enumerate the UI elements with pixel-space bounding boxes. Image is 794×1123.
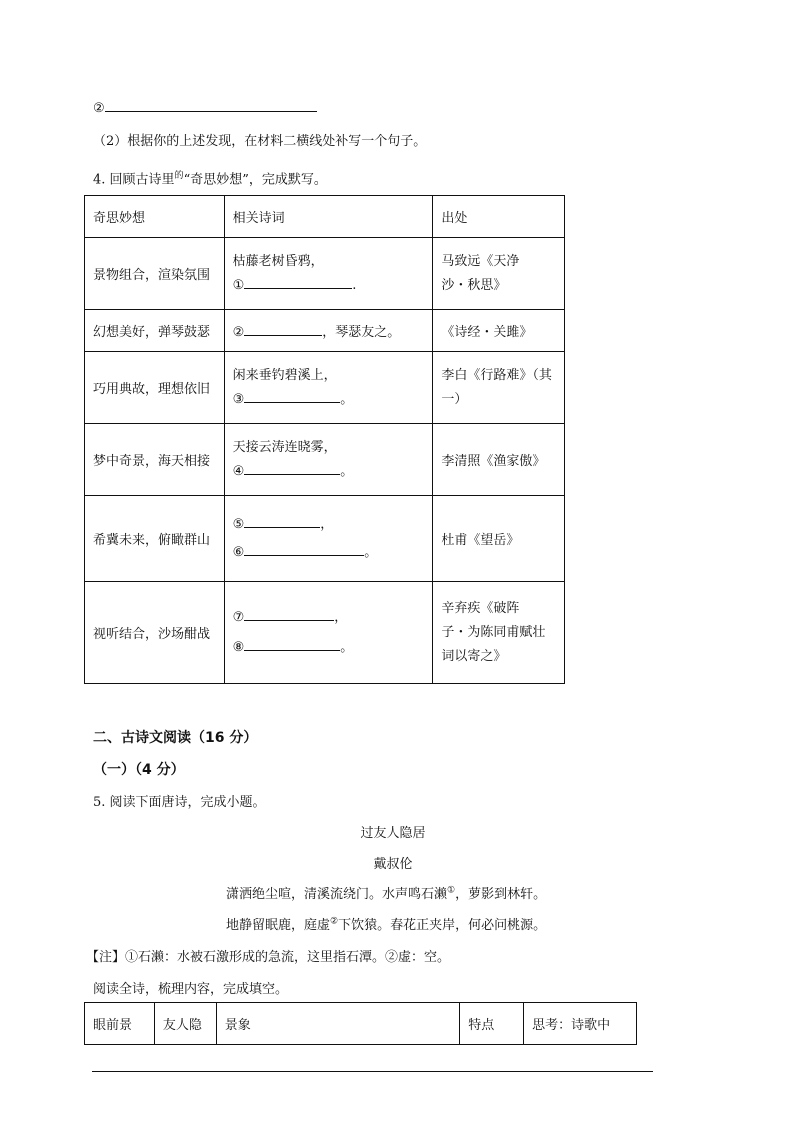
poem-text: 下饮猿。春花正夹岸，何必问桃源。 bbox=[338, 918, 547, 933]
table-row bbox=[85, 238, 565, 310]
blank-marker: ③ bbox=[232, 391, 245, 407]
poem-line bbox=[233, 539, 425, 567]
poem-end: ， bbox=[320, 516, 334, 532]
poem-cell bbox=[224, 582, 433, 684]
answer-blank-8[interactable] bbox=[244, 638, 340, 651]
blank-marker: ⑧ bbox=[232, 639, 245, 655]
poem-line bbox=[233, 274, 425, 298]
poem-end: 。 bbox=[340, 391, 354, 407]
question-5-prompt: 5. 阅读下面唐诗，完成小题。 bbox=[93, 795, 266, 810]
poem-cell bbox=[224, 496, 433, 582]
answer-blank-3[interactable] bbox=[244, 390, 340, 403]
poem-line bbox=[233, 603, 425, 633]
source-line: 一） bbox=[441, 391, 468, 407]
question-sub2: （2）根据你的上述发现，在材料二横线处补写一个句子。 bbox=[93, 134, 427, 149]
q4-sup: 的 bbox=[174, 171, 184, 181]
footnote-marker: ② bbox=[330, 916, 339, 927]
source-cell bbox=[433, 238, 565, 310]
source-line: 马致远《天净 bbox=[441, 253, 520, 269]
source-line: 辛弃疾《破阵 bbox=[441, 600, 520, 616]
poem-end: ，琴瑟友之。 bbox=[322, 325, 401, 340]
header-cell: 景象 bbox=[216, 1003, 459, 1045]
header-cell: 思考：诗歌中 bbox=[524, 1003, 637, 1045]
poem-line: 枯藤老树昏鸦， bbox=[232, 253, 324, 269]
answer-blank-1[interactable] bbox=[244, 276, 352, 289]
source-cell: 《诗经・关雎》 bbox=[433, 310, 565, 352]
footnote-marker: ① bbox=[447, 885, 456, 896]
answer-blank-2[interactable] bbox=[244, 323, 322, 336]
blank-marker: ⑦ bbox=[232, 609, 245, 625]
header-cell: 出处 bbox=[433, 196, 565, 238]
header-cell: 特点 bbox=[460, 1003, 524, 1045]
poem-note: 【注】①石濑：水被石激形成的急流，这里指石潭。②虚：空。 bbox=[86, 950, 451, 965]
poem-title: 过友人隐居 bbox=[360, 826, 426, 841]
section-title: 二、古诗文阅读（16 分） bbox=[93, 730, 258, 746]
poem-cell bbox=[224, 238, 433, 310]
answer-blank-7[interactable] bbox=[244, 608, 334, 621]
section-subtitle: （一）（4 分） bbox=[93, 762, 185, 778]
table-row bbox=[85, 310, 565, 352]
poem-line: 闲来垂钓碧溪上， bbox=[232, 367, 337, 383]
task-instruction: 阅读全诗，梳理内容，完成填空。 bbox=[93, 982, 289, 997]
q4-prefix: 4. 回顾古诗里 bbox=[93, 172, 175, 188]
header-cell: 相关诗词 bbox=[224, 196, 433, 238]
source-cell: 李清照《渔家傲》 bbox=[433, 424, 565, 496]
poem-end: 。 bbox=[340, 639, 354, 655]
blank-marker: ⑥ bbox=[232, 544, 245, 560]
theme-cell: 巧用典故，理想依旧 bbox=[85, 352, 225, 424]
source-cell: 杜甫《望岳》 bbox=[433, 496, 565, 582]
answer-line-2 bbox=[93, 99, 317, 116]
q4-suffix: “奇思妙想”，完成默写。 bbox=[183, 172, 327, 188]
poem-text: 潇洒绝尘喧，清溪流绕门。水声鸣石濑 bbox=[226, 887, 448, 902]
poem-end: 。 bbox=[340, 463, 354, 479]
source-line: 沙・秋思》 bbox=[441, 277, 507, 293]
answer-blank-4[interactable] bbox=[244, 462, 340, 475]
answer-blank-5[interactable] bbox=[244, 515, 320, 528]
source-line: 子・为陈同甫赋壮 bbox=[441, 624, 546, 640]
header-cell: 友人隐 bbox=[154, 1003, 216, 1045]
table-row bbox=[85, 496, 565, 582]
poem-cell bbox=[224, 424, 433, 496]
question-4-prompt bbox=[93, 168, 327, 187]
poem-line bbox=[233, 633, 425, 663]
theme-cell: 幻想美好，弹琴鼓瑟 bbox=[85, 310, 225, 352]
theme-cell: 视听结合，沙场酣战 bbox=[85, 582, 225, 684]
poem-author: 戴叔伦 bbox=[373, 857, 413, 872]
blank-marker: ④ bbox=[232, 463, 245, 479]
answer-blank-6[interactable] bbox=[244, 543, 364, 556]
poem-text: ，萝影到林轩。 bbox=[455, 887, 547, 902]
poem-line bbox=[233, 460, 425, 484]
poem-line bbox=[233, 388, 425, 412]
source-line: 李白《行路难》（其 bbox=[441, 367, 552, 383]
footer-divider bbox=[92, 1071, 653, 1072]
source-cell bbox=[433, 582, 565, 684]
poem-cell bbox=[224, 352, 433, 424]
table-header-row bbox=[85, 1003, 637, 1045]
source-line: 词以寄之》 bbox=[441, 648, 507, 664]
poem-line-1 bbox=[226, 883, 546, 902]
table-header-row bbox=[85, 196, 565, 238]
header-cell: 眼前景 bbox=[85, 1003, 155, 1045]
source-cell bbox=[433, 352, 565, 424]
blank-marker: ① bbox=[232, 277, 245, 293]
blank-marker: ⑤ bbox=[232, 516, 245, 532]
poem-text: 地静留眠鹿，庭虚 bbox=[226, 918, 331, 933]
poem-end: ， bbox=[334, 609, 348, 625]
poem-cell bbox=[224, 310, 433, 352]
table-row bbox=[85, 352, 565, 424]
header-cell: 奇思妙想 bbox=[85, 196, 225, 238]
poem-line-2 bbox=[226, 914, 546, 933]
poem-line: 天接云涛连晓雾， bbox=[232, 439, 337, 455]
poem-line bbox=[233, 511, 425, 539]
theme-cell: 景物组合，渲染氛围 bbox=[85, 238, 225, 310]
theme-cell: 梦中奇景，海天相接 bbox=[85, 424, 225, 496]
answer-blank[interactable] bbox=[105, 99, 317, 112]
theme-cell: 希冀未来，俯瞰群山 bbox=[85, 496, 225, 582]
poem-end: . bbox=[352, 277, 357, 293]
q5-table bbox=[84, 1002, 637, 1045]
item-marker: ② bbox=[93, 101, 105, 116]
q4-table bbox=[84, 195, 565, 684]
poem-end: 。 bbox=[364, 544, 378, 560]
table-row bbox=[85, 582, 565, 684]
table-row bbox=[85, 424, 565, 496]
blank-marker: ② bbox=[232, 325, 245, 340]
